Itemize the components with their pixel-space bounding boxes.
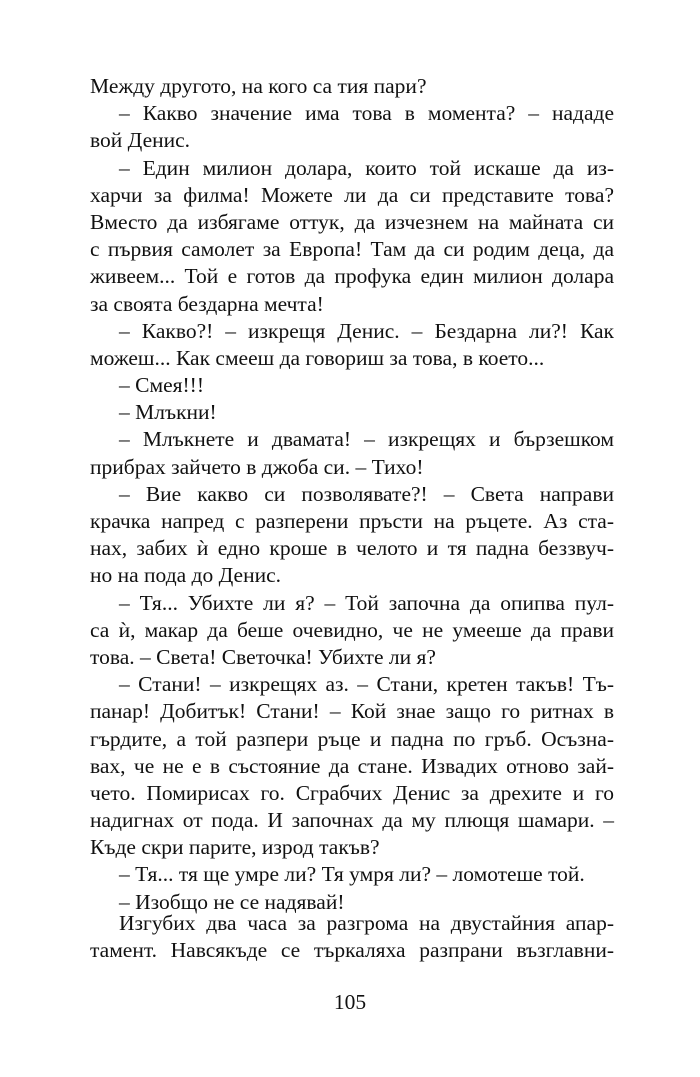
- text-line: нах, забих ѝ едно кроше в челото и тя падна беззвуч-: [90, 536, 614, 561]
- text-line: вах, че не е в състояние да стане. Извадих отново зай-: [90, 753, 614, 778]
- text-line: – Какво?! – изкрещя Денис. – Бездарна ли?! Как: [119, 318, 614, 343]
- text-block-main: [90, 73, 614, 916]
- page-number: 105: [333, 990, 367, 1014]
- text-line: крачка напред с разперени пръсти на ръцете. Аз ста-: [90, 509, 614, 533]
- text-line: – Смея!!!: [119, 373, 204, 398]
- text-line: – Вие какво си позволявате?! – Света направи: [119, 481, 614, 506]
- text-line: – Един милион долара, които той искаше да из-: [119, 155, 614, 180]
- text-line: за своята бездарна мечта!: [90, 291, 324, 316]
- text-line: – Стани! – изкрещях аз. – Стани, кретен такъв! Тъ-: [119, 672, 614, 697]
- text-line: Вместо да избягаме оттук, да изчезнем на майната си: [90, 209, 614, 234]
- text-line: – Какво значение има това в момента? – нададе: [119, 101, 614, 126]
- text-line: но на пода до Денис.: [90, 563, 282, 588]
- text-line: с първия самолет за Европа! Там да си родим деца, да: [90, 237, 614, 262]
- text-line: Между другото, на кого са тия пари?: [90, 74, 427, 98]
- text-line: Къде скри парите, изрод такъв?: [90, 835, 380, 860]
- text-block-section-two: [90, 910, 614, 964]
- text-line: – Тя... Убихте ли я? – Той започна да опипва пул-: [119, 590, 614, 615]
- text-line: можеш... Как смееш да говориш за това, в което...: [90, 345, 545, 370]
- text-line: прибрах зайчето в джоба си. – Тихо!: [90, 454, 424, 479]
- text-line: това. – Света! Светочка! Убихте ли я?: [90, 644, 436, 669]
- text-line: гърдите, а той разпери ръце и падна по гръб. Осъзна-: [90, 726, 614, 751]
- text-line: вой Денис.: [90, 128, 191, 153]
- text-line: – Тя... тя ще умре ли? Тя умря ли? – ломотеше той.: [119, 862, 585, 887]
- text-line: панар! Добитък! Стани! – Кой знае защо го ритнах в: [90, 699, 614, 724]
- text-line: надигнах от пода. И започнах да му плющя шамари. –: [90, 808, 614, 833]
- text-line: са ѝ, макар да беше очевидно, че не умееше да прави: [90, 617, 614, 642]
- text-line: тамент. Навсякъде се търкаляха разпрани възглавни-: [90, 938, 614, 963]
- text-line: чето. Помирисах го. Сграбчих Денис за дрехите и го: [90, 780, 614, 805]
- text-line: – Млъкнете и двамата! – изкрещях и бързешком: [119, 427, 614, 452]
- text-line: харчи за филма! Можете ли да си представите това?: [90, 182, 614, 207]
- text-line: Изгубих два часа за разгрома на двустайния апар-: [119, 911, 614, 935]
- text-line: – Изобщо не се надявай!: [119, 889, 345, 914]
- text-line: живеем... Той е готов да профука един милион долара: [90, 264, 614, 289]
- text-line: – Млъкни!: [119, 400, 217, 425]
